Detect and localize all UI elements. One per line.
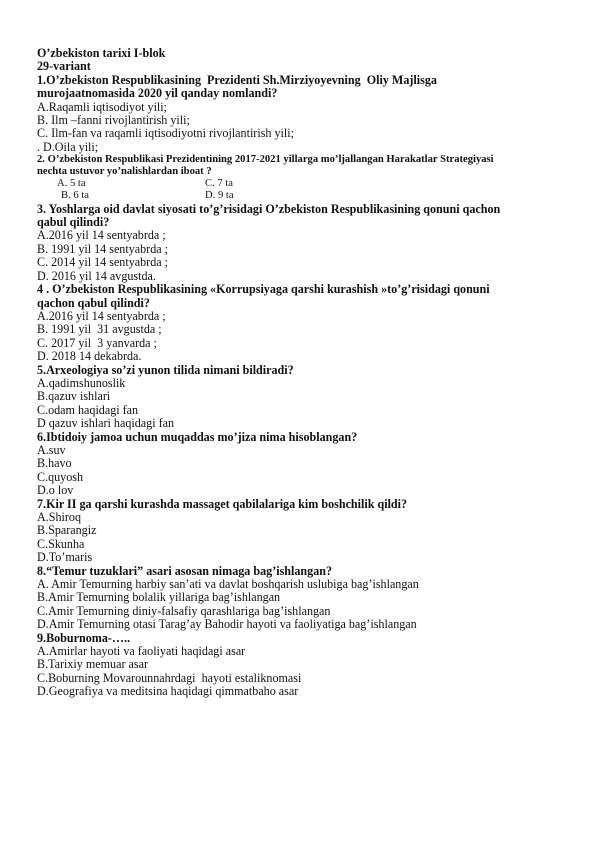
option-a: A.Raqamli iqtisodiyot yili; xyxy=(37,99,168,114)
subject-title: O’zbekiston tarixi I-blok xyxy=(37,46,166,60)
question-text: 9.Boburnoma-….. xyxy=(37,630,131,645)
option-a: A.qadimshunoslik xyxy=(37,375,126,390)
option-a: A. 5 ta xyxy=(57,178,86,190)
option-d: D. 9 ta xyxy=(205,190,234,202)
question-2 xyxy=(37,154,567,202)
question-text: 2. O’zbekiston Respublikasi Prezidentining 2017-2021 yillarga mo’ljallangan Harakatlar Strategiyasi xyxy=(37,154,494,166)
variant-label: 29-variant xyxy=(37,59,91,74)
question-text: 3. Yoshlarga oid davlat siyosati to’g’risidagi O’zbekiston Respublikasining qonuni qachon xyxy=(37,201,501,216)
question-text: nechta ustuvor yo’nalishlardan iboat ? xyxy=(37,166,212,178)
option-d: D.To’maris xyxy=(37,550,93,565)
question-9 xyxy=(37,632,567,699)
option-b: B. 6 ta xyxy=(61,190,89,202)
question-3 xyxy=(37,203,567,283)
option-d: D.Amir Temurning otasi Tarag’ay Bahodir hayoti va faoliyatiga bag’ishlangan xyxy=(37,617,417,632)
options-grid xyxy=(37,178,567,202)
option-d: D.Geografiya va meditsina haqidagi qimmatbaho asar xyxy=(37,684,299,699)
option-b: B. 1991 yil 31 avgustda ; xyxy=(37,322,162,337)
option-b: B.qazuv ishlari xyxy=(37,389,111,404)
option-d: D. 2018 14 dekabrda. xyxy=(37,349,142,364)
question-text: 7.Kir II ga qarshi kurashda massaget qabilalariga kim boshchilik qildi? xyxy=(37,496,408,511)
option-d: . D.Oila yili; xyxy=(37,139,99,154)
option-a: A.2016 yil 14 sentyabrda ; xyxy=(37,308,166,323)
option-b: B. 1991 yil 14 sentyabrda ; xyxy=(37,241,168,256)
question-6 xyxy=(37,431,567,498)
option-c: C.Amir Temurning diniy-falsafiy qarashlariga bag’ishlangan xyxy=(37,603,331,618)
option-b: B. Ilm –fanni rivojlantirish yili; xyxy=(37,113,190,128)
question-text: 1.O’zbekiston Respublikasining Prezidenti Sh.Mirziyoyevning Oliy Majlisga xyxy=(37,72,437,87)
option-c: C. 7 ta xyxy=(205,178,233,190)
question-text: murojaatnomasida 2020 yil qanday nomlandi? xyxy=(37,86,278,101)
question-1 xyxy=(37,74,567,154)
question-text: qabul qilindi? xyxy=(37,215,110,230)
question-text: 8.“Temur tuzuklari” asari asosan nimaga bag’ishlangan? xyxy=(37,563,333,578)
option-c: C.Skunha xyxy=(37,536,85,551)
option-c: C. Ilm-fan va raqamli iqtisodiyotni rivojlantirish yili; xyxy=(37,126,294,141)
option-c: C.odam haqidagi fan xyxy=(37,402,139,417)
option-b: B.havo xyxy=(37,456,72,471)
option-a: A.Amirlar hayoti va faoliyati haqidagi asar xyxy=(37,644,246,659)
question-text: qachon qabul qilindi? xyxy=(37,295,150,310)
option-d: D qazuv ishlari haqidagi fan xyxy=(37,416,175,431)
option-a: A.2016 yil 14 sentyabrda ; xyxy=(37,228,166,243)
question-5 xyxy=(37,364,567,431)
document-page xyxy=(37,47,567,699)
question-4 xyxy=(37,283,567,363)
option-c: C.Boburning Movarounnahrdagi hayoti estaliknomasi xyxy=(37,670,302,685)
question-8 xyxy=(37,565,567,632)
question-text: 5.Arxeologiya so’zi yunon tilida nimani bildiradi? xyxy=(37,362,294,377)
question-text: 4 . O’zbekiston Respublikasining «Korrupsiyaga qarshi kurashish »to’g’risidagi qonuni xyxy=(37,282,490,297)
option-a: A. Amir Temurning harbiy san’ati va davlat boshqarish uslubiga bag’ishlangan xyxy=(37,577,419,592)
option-d: D. 2016 yil 14 avgustda. xyxy=(37,268,156,283)
option-a: A.suv xyxy=(37,442,66,457)
option-b: B.Sparangiz xyxy=(37,523,97,538)
option-a: A.Shiroq xyxy=(37,510,82,524)
question-text: 6.Ibtidoiy jamoa uchun muqaddas mo’jiza nima hisoblangan? xyxy=(37,429,358,444)
option-c: C. 2017 yil 3 yanvarda ; xyxy=(37,335,157,350)
option-b: B.Amir Temurning bolalik yillariga bag’ishlangan xyxy=(37,590,281,605)
question-7 xyxy=(37,498,567,565)
option-c: C.quyosh xyxy=(37,469,84,484)
option-d: D.o lov xyxy=(37,483,74,498)
option-b: B.Tarixiy memuar asar xyxy=(37,657,148,672)
option-c: C. 2014 yil 14 sentyabrda ; xyxy=(37,255,168,270)
